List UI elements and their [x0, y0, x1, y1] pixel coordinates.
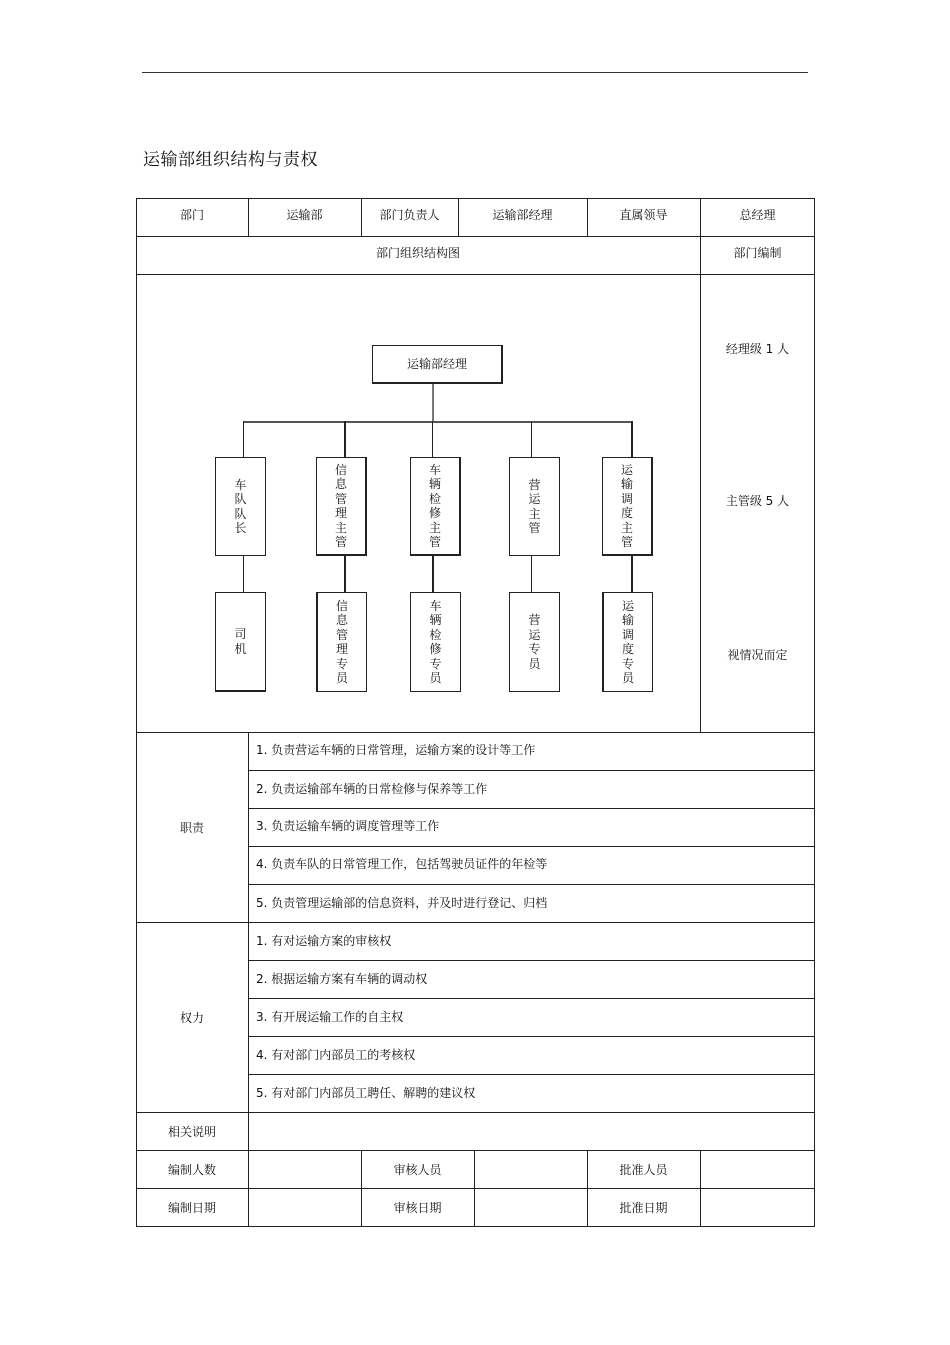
power-item: 4. 有对部门内部员工的考核权	[256, 1047, 416, 1062]
power-item: 1. 有对运输方案的审核权	[256, 933, 392, 948]
org-node-fleet-leader	[215, 457, 266, 556]
org-node-dispatch-supervisor	[602, 457, 653, 556]
approver-label: 批准人员	[619, 1162, 668, 1177]
power-item: 2. 根据运输方案有车辆的调动权	[256, 971, 428, 986]
org-connector	[531, 421, 532, 457]
org-connector	[243, 421, 244, 457]
org-node-label: 运 输 调 度 专 员	[621, 598, 634, 685]
org-node-manager-label: 运输部经理	[406, 356, 467, 371]
org-connector	[531, 556, 532, 592]
row-divider	[136, 274, 815, 275]
duty-item: 4. 负责车队的日常管理工作，包括驾驶员证件的年检等	[256, 856, 548, 871]
org-node-label: 营 运 专 员	[528, 613, 541, 671]
dept-label: 部门	[179, 207, 204, 222]
prepared-count-label: 编制人数	[167, 1162, 216, 1177]
head-value: 运输部经理	[492, 207, 553, 222]
org-node-label: 司 机	[234, 627, 247, 656]
staffing-staff: 视情况而定	[727, 647, 788, 662]
col-divider	[474, 1150, 475, 1226]
duty-item: 2. 负责运输部车辆的日常检修与保养等工作	[256, 781, 488, 796]
prepared-date-label: 编制日期	[167, 1200, 216, 1215]
org-node-operations-specialist	[509, 592, 560, 692]
duties-label: 职责	[179, 820, 204, 835]
org-connector	[344, 421, 346, 457]
org-connector	[243, 556, 244, 592]
duty-item: 5. 负责管理运输部的信息资料，并及时进行登记、归档	[256, 895, 548, 910]
org-connector	[631, 421, 633, 457]
reviewer-label: 审核人员	[393, 1162, 442, 1177]
staffing-label: 部门编制	[733, 245, 782, 260]
leader-label: 直属领导	[619, 207, 668, 222]
header-rule	[142, 72, 808, 73]
staffing-manager: 经理级 1 人	[725, 341, 790, 356]
org-node-operations-supervisor	[509, 457, 560, 556]
org-chart-label: 部门组织结构图	[375, 245, 460, 260]
org-node-label: 信 息 管 理 主 管	[334, 462, 347, 549]
org-bus	[243, 421, 632, 423]
staffing-supervisor: 主管级 5 人	[725, 493, 790, 508]
dept-value: 运输部	[286, 207, 323, 222]
leader-value: 总经理	[739, 207, 776, 222]
org-connector	[432, 421, 433, 457]
org-node-maintenance-supervisor	[410, 457, 461, 556]
approval-date-label: 批准日期	[619, 1200, 668, 1215]
review-date-label: 审核日期	[393, 1200, 442, 1215]
duty-item: 1. 负责营运车辆的日常管理，运输方案的设计等工作	[256, 742, 536, 757]
powers-label: 权力	[179, 1010, 204, 1025]
page-title: 运输部组织结构与责权	[143, 150, 318, 170]
org-node-manager	[372, 345, 503, 384]
org-connector	[344, 556, 346, 592]
col-divider	[700, 1150, 701, 1226]
org-node-dispatch-specialist	[602, 592, 653, 692]
org-connector	[432, 384, 434, 422]
org-node-info-specialist	[316, 592, 367, 692]
org-node-driver	[215, 592, 266, 692]
org-node-maintenance-specialist	[410, 592, 461, 692]
head-label: 部门负责人	[379, 207, 440, 222]
org-node-label: 车 辆 检 修 主 管	[428, 462, 441, 549]
org-node-info-supervisor	[316, 457, 367, 556]
org-connector	[631, 556, 633, 592]
org-node-label: 车 辆 检 修 专 员	[429, 598, 442, 685]
power-item: 5. 有对部门内部员工聘任、解聘的建议权	[256, 1085, 476, 1100]
org-node-label: 车 队 队 长	[234, 477, 247, 535]
org-node-label: 营 运 主 管	[528, 477, 541, 535]
notes-label: 相关说明	[167, 1124, 216, 1139]
org-connector	[432, 556, 434, 592]
org-node-label: 运 输 调 度 主 管	[620, 462, 633, 549]
power-item: 3. 有开展运输工作的自主权	[256, 1009, 404, 1024]
duty-item: 3. 负责运输车辆的调度管理等工作	[256, 818, 440, 833]
org-node-label: 信 息 管 理 专 员	[335, 598, 348, 685]
